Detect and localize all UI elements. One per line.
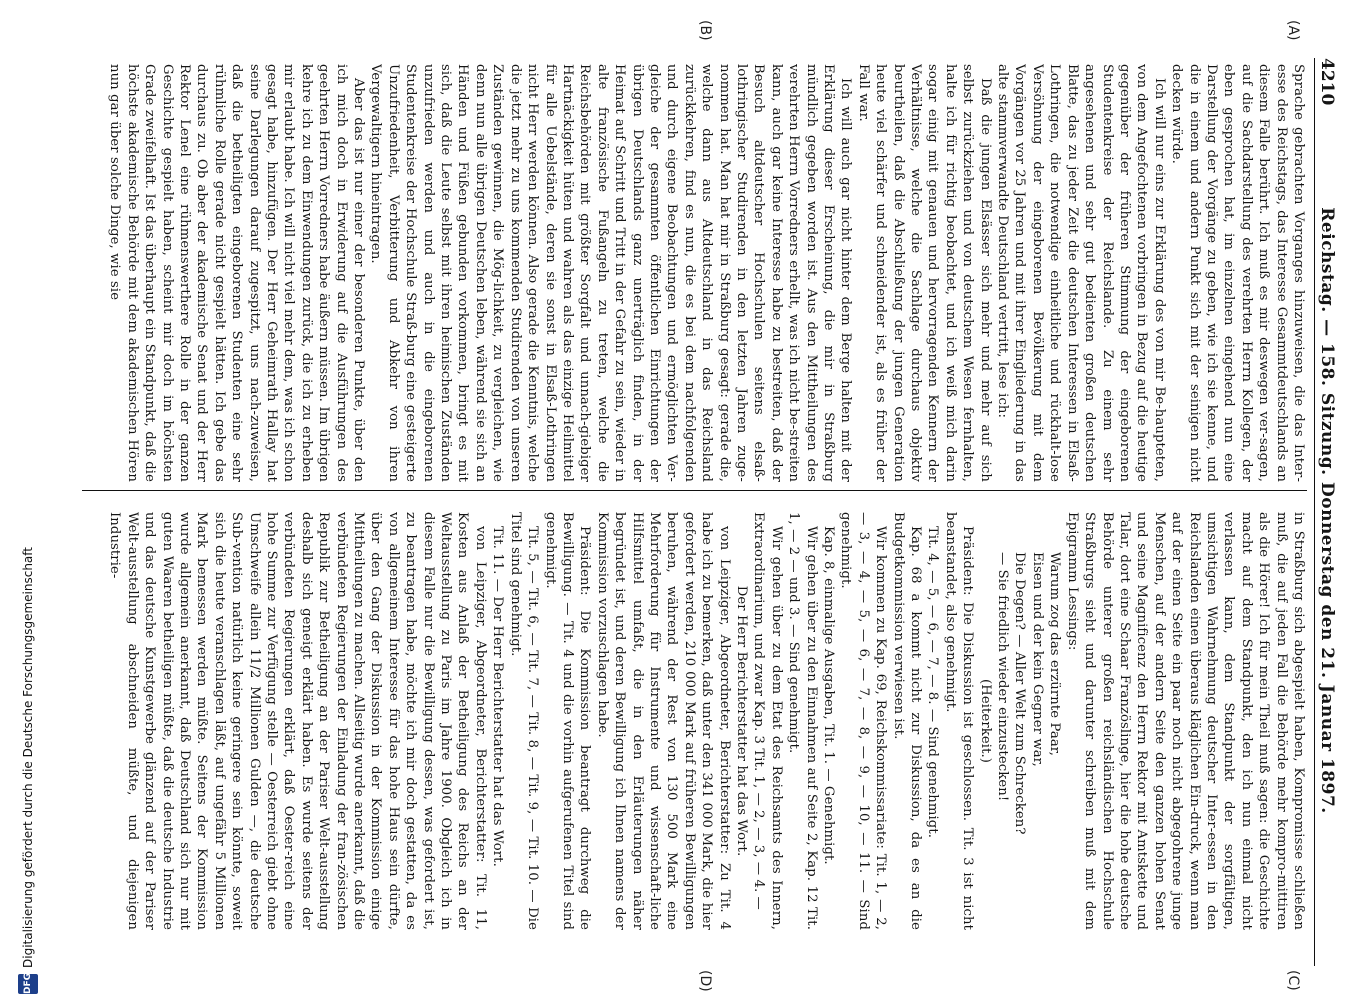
- paragraph: Ich will nur eins zur Erklärung des von mir Be-haupteten, von dem Angefochtenen vorbringen in Bezug auf die heutige gegenüber der früheren Stimmung der eingeborenen Studentenkreise der Reichslande. Zu einem sehr angesehenen und sehr gut bedienten großen deutschen Blatte, das zu jeder Zeit die deutschen Interessen in Elsaß-Lothringen, die notwendige einheitliche und rückhalt-lose Versöhnung der eingeborenen Bevölkerung mit dem Vorgängen vor 25 Jahren und mit ihrer Eingliederung in das alte stammverwandte Deutschland vertritt, lese ich:: [995, 64, 1167, 482]
- margin-mark-b: (B): [697, 20, 713, 41]
- header-rule: [1314, 58, 1315, 966]
- paragraph: Präsident: Die Kommission beantragt durchweg die Bewilligung. — Tit. 4 und die vorhin aufgerufenen Titel sind genehmigt.: [542, 512, 593, 930]
- paragraph: Ich will auch gar nicht hinter dem Berge halten mit der Erklärung dieser Erscheinung, die mir in Straßburg mündlich gegeben worden ist. Aus den Mittheilungen des verehrten Herrn Vorredners erhellt, was ich nicht be-streiten kann, auch gar keine Interesse habe zu bestreiten, daß der Besuch altdeutscher Hochschulen seitens elsaß-lothringischer Studirenden in den letzten Jahren zuge-nommen hat. Man hat mir in Straßburg gesagt: gerade die, welche dann aus Altdeutschland in das Reichsland zurückkehren, find es nun, die es bei dem nachfolgenden und durch eigene Beobachtungen und ermöglichten Ver-gleiche der gesammten öffentlichen Einrichtungen der übrigen Deutschlands ganz unerträglich finden, in der Heimat auf Schritt und Tritt in der Gefahr zu sein, wieder in alte französische Fußangeln zu treten, welche die Reichsbehörden mit größter Sorgfalt und unnach-giebiger Hartnäckigkeit hüten und wahren als das einzige Heilmittel für alle Uebelstände, deren sie sonst in Elsaß-Lothringen nicht Herr werden können. Also gerade die Kenntnis, welche die jetzt mehr zu uns kommenden Studirenden von unseren Zuständen gewinnen, die Mög-lichkeit, zu vergleichen, wie denn nun alle übrigen Deutschen leben, während sie sich an Händen und Füßen gebunden vorkommen, bringt es mit sich, daß die Leute selbst mit ihren heimischen Zuständen unzufrieden werden und auch in die eingeborenen Studentenkreise der Hochschule Straß-burg eine gesteigerte Unzufriedenheit, Verbitterung und Abkehr von ihren Vergewaltigern hineintragen.: [368, 64, 854, 482]
- applause-note: (Heiterkeit.): [977, 678, 993, 764]
- paragraph: Kap. 8, einmalige Ausgaben, Tit. 1. — Genehmigt.: [821, 526, 837, 865]
- margin-mark-d: (D): [697, 970, 713, 992]
- right-column: [79, 512, 1307, 930]
- running-title: Reichstag. — 158. Sitzung. Donnerstag den 21. Januar 1897.: [1317, 207, 1337, 814]
- column-divider: [82, 490, 1307, 491]
- paragraph: Wir gehen über zu den Einnahmen auf Seite 2, Kap. 12 Tit. 1, — 2 — und 3. — Sind genehmigt.: [786, 512, 819, 930]
- margin-mark-c: (C): [1285, 970, 1301, 991]
- paragraph: Tit. 5, — Tit. 6, — Tit. 7, — Tit. 8, — Tit. 9, — Tit. 10. — Die Titel sind genehmigt.: [507, 512, 541, 930]
- verse-line: Eisen und der kein Gegner war,: [1029, 552, 1045, 767]
- page-number: 4210: [1317, 58, 1337, 106]
- paragraph: Sprache gebrachten Vorganges hinzuweisen, die das Inter-esse des Reichstags, das Interesse Gesammtdeutschlands an diesem Falle berührt. Ich muß es mir deswegen ver-sagen, auf die Sachdarstellung des verehrten Herrn Kollegen, der eben gesprochen hat, im einzelnen eingehend nun eine Darstellung der Vorgänge zu geben, wie ich sie kenne, und die in einem und andern Punkt sich mit der seinigen nicht decken würde.: [1169, 64, 1306, 482]
- paragraph: Wir gehen über zu dem Etat des Reichsamts des Innern, Extraordinarium, und zwar Kap. 3 Tit. 1, — 2, — 3, — 4. —: [751, 512, 784, 930]
- paragraph: Der Herr Berichterstatter hat das Wort.: [734, 585, 749, 857]
- dfg-logo: DFG: [18, 974, 38, 994]
- paragraph: Tit. 4, — 5, — 6, — 7, — 8. — Sind genehmigt.: [925, 526, 941, 839]
- left-column: [79, 64, 1307, 482]
- verse-line: Die Degen? — Aller Welt zum Schrecken?: [1012, 552, 1028, 835]
- paragraph: in Straßburg sich abgespielt haben, Kompromisse schließen muß, die auf jeden Fall die Behörde mehr kompro-mittiren als die Hörer! Ich für mein Theil muß sagen: die Geschichte macht auf dem Standpunkt, den ich nun einmal nicht verlassen kann, dem Standpunkt der sorgfältigen, umsichtigen Wahrnehmung deutscher Inter-essen in den Reichslanden einen überaus kläglichen Ein-druck, wenn man auf der einen Seite ein paar noch nicht abgegohrene junge Menschen, auf der andern Seite den ganzen hohen Senat und seine Magnificenz den Herrn Rektor mit Amtskette und Talar, dort eine Schaar Französlinge, hier die hohe deutsche Behörde unterer großen reichsländischen Hochschule Straßburgs sieht und darunter schreiben muß mit dem Epigramm Lessings:: [1064, 512, 1306, 930]
- page-header: [1311, 58, 1341, 963]
- paragraph: Präsident: Die Diskussion ist geschlossen. Tit. 3 ist nicht beanstandet, also genehmigt.: [942, 512, 976, 930]
- verse-line: Warum zog das erzürnte Paar,: [1047, 552, 1063, 757]
- paragraph: von Leipziger, Abgeordneter, Berichterstatter: Tit. 11, Kosten aus Anlaß der Betheiligung des Reichs an der Weltausstellung zu Paris im Jahre 1900. Obgleich ich in diesem Falle nur die Bewilligung dessen, was gefordert ist, zu beantragen habe, möchte ich mir doch gestatten, da es von allgemeinem Interesse für das hohe Haus sein dürfte, über den Gang der Diskussion in der Kommission einige Mittheilungen zu machen. Allseitig wurde anerkannt, daß die verbündeten Regierungen der Einladung der fran-zösischen Republik zur Betheiligung an der Pariser Welt-ausstellung deshalb sich geneigt erklärt haben. Es wurde seitens der verbündeten Regierungen erklärt, daß Oester-reich eine hohe Summe zur Verfügung stelle — Oesterreich giebt ohne Umschweife allein 11/2 Millionen Gulden —, die deutsche Sub-vention natürlich keine geringere sein könnte, soweit sich die heute veranschlagen läßt, auf ungefähr 5 Millionen Mark bemessen werden müßte. Seitens der Kommission wurde allgemein anerkannt, daß Deutschland sich nur mit guten Waaren betheiligen müßte, daß die deutsche Industrie und das deutsche Kunstgewerbe glänzend auf der Pariser Welt-ausstellung abschneiden müßte, und diejenigen Industrie-: [107, 512, 488, 930]
- paragraph: Wir kommen zu Kap. 69, Reichskommissariate: Tit. 1, — 2, — 3, — 4, — 5, — 6, — 7, — 8, — 9, — 10, — 11. — Sind genehmigt.: [838, 512, 889, 930]
- paragraph: Tit. 11. — Der Herr Berichterstatter hat das Wort.: [490, 526, 506, 867]
- paragraph: Aber das ist nur einer der besonderen Punkte, über den ich mich doch in Erwiderung auf die Ausführungen des geehrten Herrn Vorredners habe äußern müssen. Im übrigen kehre ich zu dem Einwendungen zurück, die ich zu erheben mir erlaubt habe. Ich will nicht viel mehr dem, was ich schon gesagt habe, hinzufügen. Der Herr Geheimrath Hallay hat seine Darlegungen darauf zugespitzt, uns nach-zuweisen, daß die betheiligten eingeborenen Studenten eine sehr rühmliche Rolle gerade nicht gespielt hätten. Ich gebe das durchaus zu. Ob aber der akademische Senat und der Herr Rektor Lenel eine rühmenswerthere Rolle in der ganzen Geschichte gespielt haben, scheint mir doch im höchsten Grade zweifelhaft. Ist das überhaupt ein Standpunkt, daß die höchste akademische Behörde mit dem akademischen Hören nun gar über solche Dinge, wie sie: [107, 64, 367, 482]
- paragraph: Daß die jungen Elsässer sich mehr und mehr auf sich selbst zurückziehen und von deutschem Wesen fernhalten, halte ich für richtig beobachtet, und ich weiß mich darin sogar einig mit genauen und hervorragenden Kennern der Verhältnisse, welche die Sachlage durchaus objektiv beurtheilen, daß die Abschließung der jungen Generation heute viel schärfer und schneidender ist, als es früher der Fall war.: [855, 64, 993, 482]
- digitization-credit: [13, 0, 43, 1000]
- paragraph: Kap. 68 a kommt nicht zur Diskussion, da es an die Budgetkommission verwiesen ist.: [890, 512, 924, 930]
- credit-text: Digitalisierung gefördert durch die Deutsche Forschungsgemeinschaft: [21, 546, 35, 968]
- verse-line: — Sie friedlich wieder einzustecken!: [995, 552, 1011, 802]
- margin-mark-a: (A): [1285, 20, 1301, 41]
- paragraph: von Leipziger, Abgeordneter, Berichterstatter: Zu Tit. 4 habe ich zu bemerken, daß unter den 341 000 Mark, die hier gefordert werden, 210 000 Mark auf früheren Bewilligungen beruhen, während der Rest von 130 500 Mark eine Mehrforderung für Instrumente und wissenschaft-liche Hilfsmittel umfaßt, die in den Erläuterungen näher begründet ist, und deren Bewilligung ich Ihnen namens der Kommission vorzuschlagen habe.: [594, 512, 732, 930]
